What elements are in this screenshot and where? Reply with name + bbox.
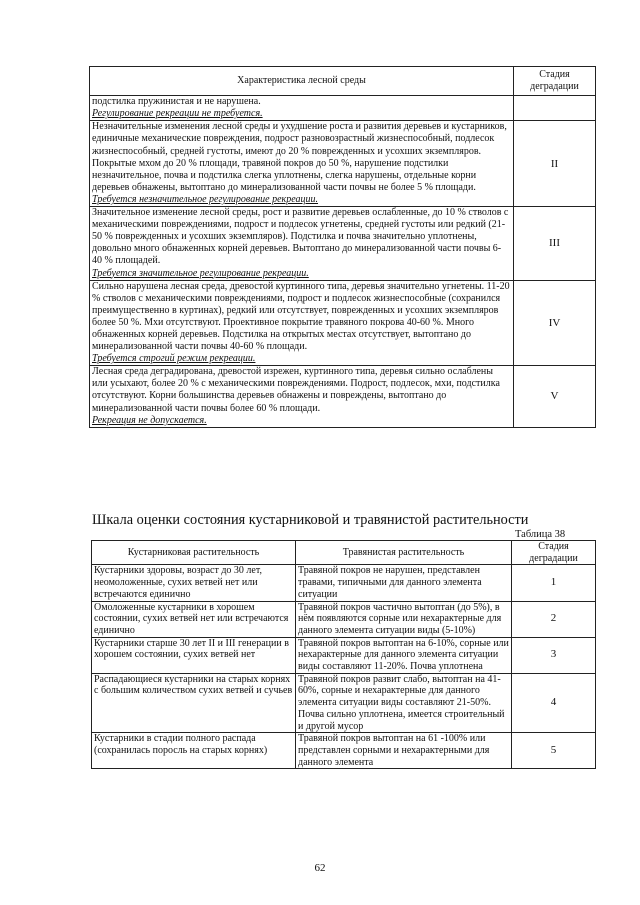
shrub-cell: Кустарники старше 30 лет II и III генерации в хорошем состоянии, сухих ветвей нет	[92, 637, 296, 673]
table-header-row	[90, 67, 596, 96]
row-description	[90, 121, 514, 207]
table-row	[90, 366, 596, 427]
row-description	[90, 280, 514, 366]
row-recreation-note: Требуется значительное регулирование рекреации.	[92, 267, 309, 279]
grass-cell: Травяной покров вытоптан на 6-10%, сорные или нехарактерные для данного элемента ситуации виды составляют 11-20%. Почва уплотнена	[296, 637, 512, 673]
row-description	[90, 366, 514, 427]
table-row	[90, 280, 596, 366]
table-header-row	[92, 541, 596, 565]
forest-environment-table	[89, 66, 596, 428]
shrub-grass-table	[91, 540, 596, 769]
row-recreation-note: Регулирование рекреации не требуется.	[92, 108, 263, 120]
grass-cell	[296, 673, 512, 733]
header-grass: Травянистая растительность	[296, 541, 512, 565]
table-row	[92, 601, 596, 637]
grass-text-extra: Почва сильно уплотнена, имеется строительный и другой мусор	[298, 708, 505, 732]
table-row	[92, 637, 596, 673]
row-text: Незначительные изменения лесной среды и ухудшение роста и развития деревьев и кустарников, единичные механические повреждения, подрост разновозрастный жизнеспособный, подлесок жизнеспособный, средней густоты, имеют до 20 % поврежденных и усохших экземпляров. Покрытые мхом до 20 % площади, травяной покров до 50 %, нарушение подстилки незначительное, почва и подстилка слегка уплотнены, слегка нарушены, отдельные корни деревьев обнажены, вытоптано до минерализованной части почвы не более 5 % площади.	[92, 121, 507, 193]
row-recreation-note: Рекреация не допускается.	[92, 414, 207, 426]
stage-cell: IV	[514, 280, 596, 366]
header-shrub: Кустарниковая растительность	[92, 541, 296, 565]
section-heading: Шкала оценки состояния кустарниковой и травянистой растительности	[92, 512, 529, 528]
stage-cell: 3	[512, 637, 596, 673]
table-row	[90, 96, 596, 121]
table-row	[90, 121, 596, 207]
table-row	[90, 207, 596, 281]
stage-cell: II	[514, 121, 596, 207]
shrub-cell: Омоложенные кустарники в хорошем состоянии, сухих ветвей нет или встречаются единично	[92, 601, 296, 637]
grass-cell: Травяной покров вытоптан на 61 -100% или представлен сорными и нехарактерными для данного элемента	[296, 733, 512, 769]
row-text: Значительное изменение лесной среды, рост и развитие деревьев ослабленные, до 10 % стволов с механическими повреждениями, подрост и подлесок угнетены, средней густоты или редкий (21-50 % поврежденных и усохших экземпляров). Подстилка и почва значительно уплотнены, довольно много обнаженных корней деревьев. Вытоптано до минерализованной части почвы 6-40 % площадей.	[92, 207, 509, 267]
row-text: Лесная среда деградирована, древостой изрежен, куртинного типа, деревья сильно ослаблены или усыхают, более 20 % с механическими повреждениями. Подрост, подлесок, мхи, подстилка отсутствуют. Корни большинства деревьев обнажены и повреждены, вытоптано до минерализованной части почвы более 60 % площади.	[92, 366, 500, 414]
row-description	[90, 207, 514, 281]
shrub-cell: Кустарники в стадии полного распада (сохранилась поросль на старых корнях)	[92, 733, 296, 769]
header-characteristic: Характеристика лесной среды	[90, 67, 514, 96]
header-stage: Стадия деградации	[512, 541, 596, 565]
row-description	[90, 96, 514, 121]
row-recreation-note: Требуется строгий режим рекреации.	[92, 353, 256, 365]
stage-cell: 2	[512, 601, 596, 637]
header-stage: Стадия деградации	[514, 67, 596, 96]
grass-cell: Травяной покров частично вытоптан (до 5%), в нём появляются сорные или нехарактерные для данного элемента ситуации виды (5-10%)	[296, 601, 512, 637]
shrub-cell: Кустарники здоровы, возраст до 30 лет, неомоложенные, сухих ветвей нет или встречаются единично	[92, 565, 296, 601]
stage-cell	[514, 96, 596, 121]
grass-text: Травяной покров развит слабо, вытоптан на 41-60%, сорные и нехарактерные для данного элемента ситуации виды составляют 21-50%.	[298, 673, 501, 709]
row-text: Сильно нарушена лесная среда, древостой куртинного типа, деревья значительно угнетены. 11-20 % стволов с механическими повреждениями, подрост и подлесок жизнеспособные (сохранился преимущественно в куртинах), редкий или отсутствует, поврежденных и усохших экземпляров более 50 %. Мхи отсутствуют. Проективное покрытие травяного покрова 40-60 %. Много обнаженных корней деревьев. Подстилка на открытых местах отсутствует, вытоптано до минерализованной части почвы 40-60 % площади.	[92, 280, 510, 353]
table-row	[92, 565, 596, 601]
table-caption: Таблица 38	[515, 529, 566, 540]
stage-cell: V	[514, 366, 596, 427]
stage-cell: 4	[512, 673, 596, 733]
stage-cell: 5	[512, 733, 596, 769]
row-text: подстилка пружинистая и не нарушена.	[92, 96, 261, 108]
stage-cell: 1	[512, 565, 596, 601]
stage-cell: III	[514, 207, 596, 281]
row-recreation-note: Требуется незначительное регулирование рекреации.	[92, 193, 319, 205]
page-number: 62	[314, 862, 326, 874]
table-row	[92, 733, 596, 769]
shrub-cell: Распадающиеся кустарники на старых корнях с большим количеством сухих ветвей и сучьев	[92, 673, 296, 733]
grass-cell: Травяной покров не нарушен, представлен травами, типичными для данного элемента ситуации	[296, 565, 512, 601]
table-row	[92, 673, 596, 733]
